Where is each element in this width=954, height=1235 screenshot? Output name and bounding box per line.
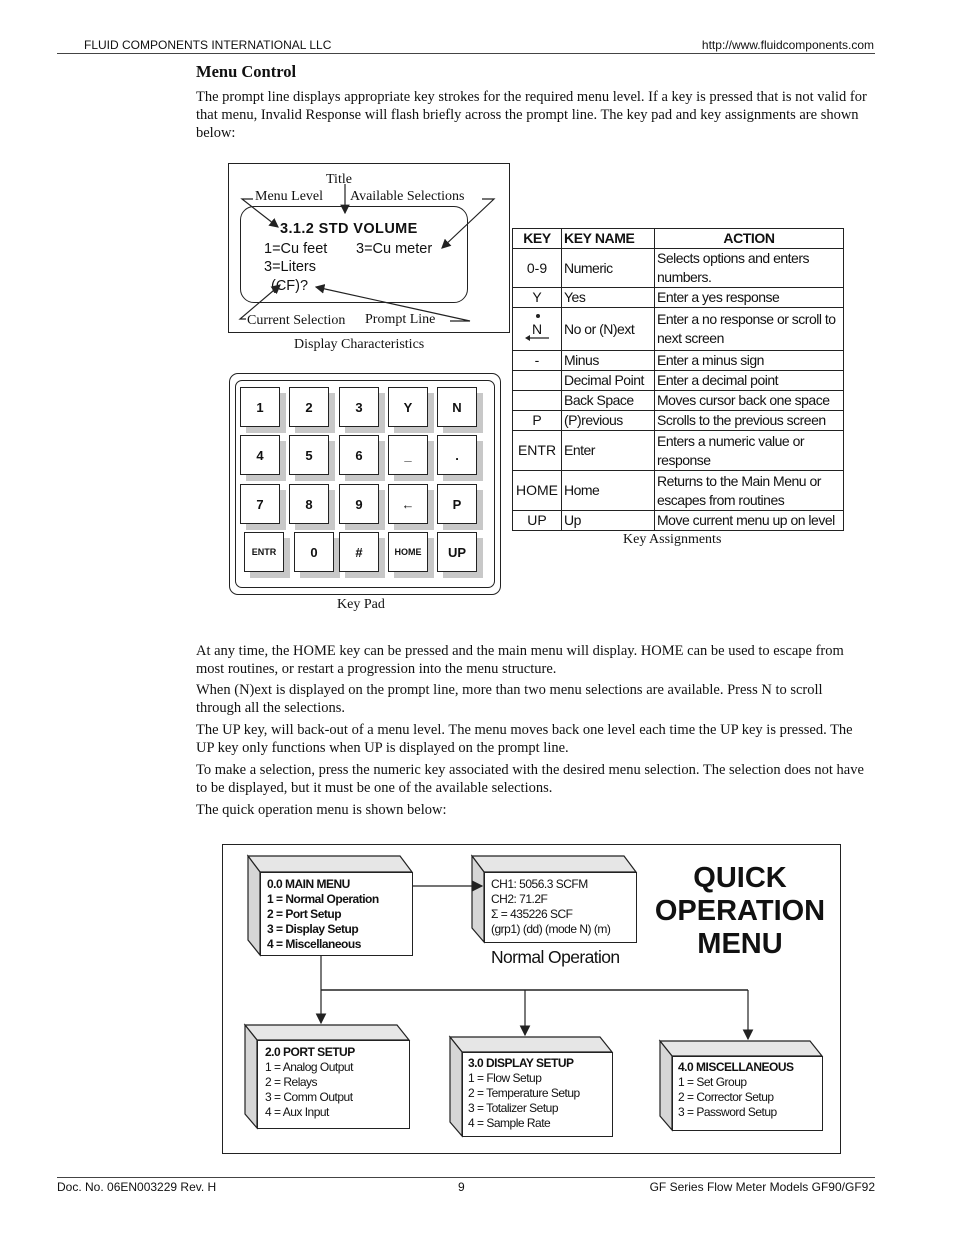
section-title: Menu Control — [196, 62, 297, 81]
table-row: ENTR Enter Enters a numeric value or response — [513, 431, 844, 471]
keypad-caption: Key Pad — [337, 597, 385, 612]
header-company: FLUID COMPONENTS INTERNATIONAL LLC — [84, 38, 332, 52]
table-row: 0-9 Numeric Selects options and enters numbers. — [513, 249, 844, 288]
key-y[interactable]: Y — [388, 387, 428, 427]
key-minus[interactable]: _ — [388, 435, 428, 475]
key-backspace[interactable]: ← — [388, 484, 428, 524]
key-7[interactable]: 7 — [240, 484, 280, 524]
label-title: Title — [326, 172, 352, 187]
col-header-action: ACTION — [655, 229, 844, 249]
table-row: - Minus Enter a minus sign — [513, 351, 844, 371]
col-header-key-name: KEY NAME — [562, 229, 655, 249]
paragraph-qom-intro: The quick operation menu is shown below: — [196, 802, 447, 818]
key-2[interactable]: 2 — [289, 387, 329, 427]
table-row: Decimal Point Enter a decimal point — [513, 371, 844, 391]
lcd-line-1: 3.1.2 STD VOLUME — [280, 221, 418, 237]
normal-operation-label: Normal Operation — [491, 947, 620, 967]
port-setup-text: 2.0 PORT SETUP 1 = Analog Output 2 = Relays 3 = Comm Output 4 = Aux Input — [265, 1045, 355, 1119]
key-4[interactable]: 4 — [240, 435, 280, 475]
key-5[interactable]: 5 — [289, 435, 329, 475]
footer-doc-no: Doc. No. 06EN003229 Rev. H — [57, 1180, 217, 1194]
lcd-line-2b: 3=Cu meter — [356, 241, 433, 257]
col-header-key: KEY — [513, 229, 562, 249]
footer-models: GF Series Flow Meter Models GF90/GF92 — [649, 1180, 875, 1194]
main-menu-text: 0.0 MAIN MENU 1 = Normal Operation 2 = Port Setup 3 = Display Setup 4 = Miscellaneous — [267, 877, 379, 951]
key-p[interactable]: P — [437, 484, 477, 524]
key-n-label: N — [531, 320, 543, 337]
lcd-line-3: 3=Liters — [264, 259, 316, 275]
table-row: Y Yes Enter a yes response — [513, 288, 844, 308]
key-up[interactable]: UP — [437, 532, 477, 572]
key-entr[interactable]: ENTR — [244, 532, 284, 572]
key-8[interactable]: 8 — [289, 484, 329, 524]
key-9[interactable]: 9 — [339, 484, 379, 524]
key-3[interactable]: 3 — [339, 387, 379, 427]
paragraph-home: At any time, the HOME key can be pressed and the main menu will display. HOME can be used to escape from most routines, or restart a progression into the menu structure. — [196, 643, 844, 677]
normal-operation-text: CH1: 5056.3 SCFM CH2: 71.2F Σ = 435226 SCF (grp1) (dd) (mode N) (m) — [491, 877, 611, 936]
footer-rule — [57, 1177, 875, 1178]
table-row: UP Up Move current menu up on level — [513, 511, 844, 531]
header-url: http://www.fluidcomponents.com — [701, 38, 874, 52]
label-menu-level: Menu Level — [255, 189, 324, 204]
qom-title: QUICK OPERATION MENU — [654, 862, 826, 960]
paragraph-up: The UP key, will back-out of a menu level. The menu moves back one level each time the UP key is pressed. The UP key only functions when UP is displayed on the prompt line. — [196, 722, 853, 756]
table-row: Back Space Moves cursor back one space — [513, 391, 844, 411]
table-row: P (P)revious Scrolls to the previous screen — [513, 411, 844, 431]
lcd-line-4: (CF)? — [271, 278, 309, 294]
display-setup-text: 3.0 DISPLAY SETUP 1 = Flow Setup 2 = Temperature Setup 3 = Totalizer Setup 4 = Sample Rate — [468, 1056, 580, 1130]
label-available-selections: Available Selections — [350, 189, 465, 204]
key-0[interactable]: 0 — [294, 532, 334, 572]
key-table-caption: Key Assignments — [623, 532, 722, 547]
key-decimal[interactable]: . — [437, 435, 477, 475]
label-prompt-line: Prompt Line — [365, 312, 436, 327]
paragraph-selection: To make a selection, press the numeric key associated with the desired menu selection. The selection does not have to be displayed, but it must be one of the available selections. — [196, 762, 864, 796]
intro-paragraph: The prompt line displays appropriate key strokes for the required menu level. If a key is pressed that is not valid for that menu, Invalid Response will flash briefly across the prompt line. The key pad and key assignments are shown below: — [196, 89, 867, 141]
key-1[interactable]: 1 — [240, 387, 280, 427]
key-home[interactable]: HOME — [388, 532, 428, 572]
paragraph-next: When (N)ext is displayed on the prompt line, more than two menu selections are available. Press N to scroll through all the selections. — [196, 682, 823, 716]
label-current-selection: Current Selection — [247, 313, 346, 328]
key-n[interactable]: N — [437, 387, 477, 427]
display-caption: Display Characteristics — [294, 337, 425, 352]
key-hash[interactable]: # — [339, 532, 379, 572]
lcd-line-2a: 1=Cu feet — [264, 241, 328, 257]
miscellaneous-text: 4.0 MISCELLANEOUS 1 = Set Group 2 = Corrector Setup 3 = Password Setup — [678, 1060, 794, 1119]
key-6[interactable]: 6 — [339, 435, 379, 475]
table-row: N No or (N)ext Enter a no response or scroll to next screen — [513, 308, 844, 351]
table-row: HOME Home Returns to the Main Menu or escapes from routines — [513, 471, 844, 511]
footer-page-number: 9 — [458, 1180, 465, 1194]
